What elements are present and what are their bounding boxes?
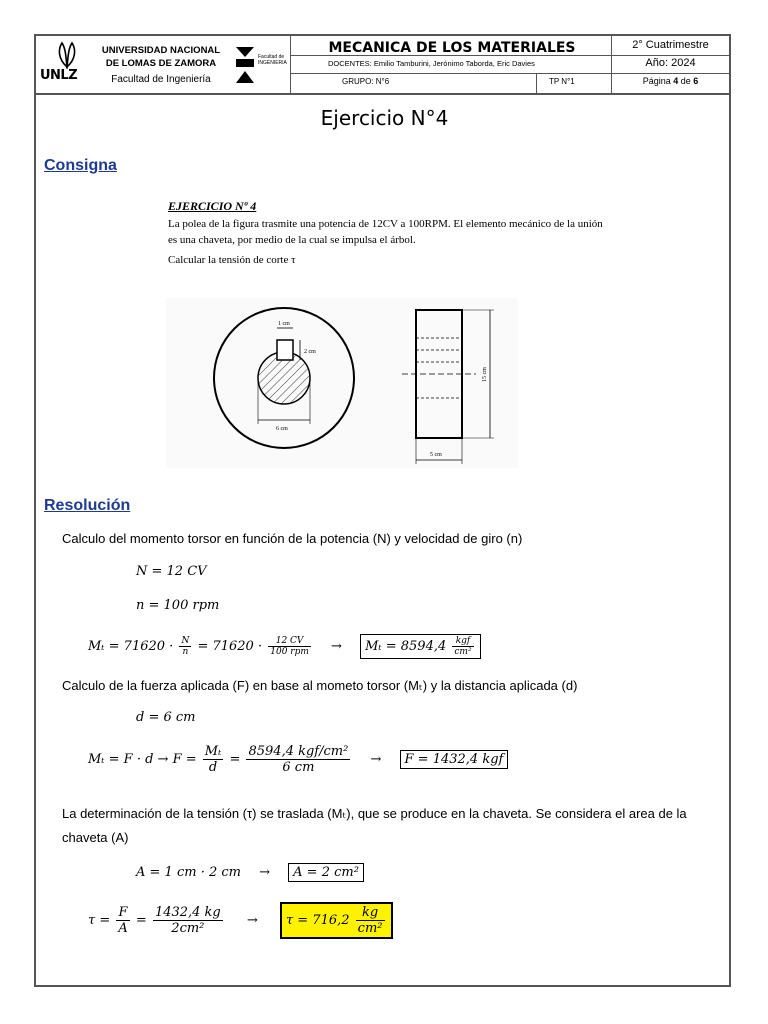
unlz-leaf-icon xyxy=(52,41,82,69)
eq-shear-stress: τ = $\frac{F}{A}$ = $\frac{1432,4 kg}{\text{2cm²}}$ → τ = 716,2 $\frac{kg}{\text{cm²}}$ xyxy=(88,902,393,939)
tp-label: TP N°1 xyxy=(549,77,575,86)
page-header xyxy=(36,36,729,95)
eq-force: Mₜ = F · d → F = $\frac{\text{Mₜ}}{d}$ = $\frac{\text{8594,4 kgf/cm²}}{6 cm}$ → F = 1432,4 kgf xyxy=(88,744,508,775)
area-result: A = 2 cm² xyxy=(288,863,364,882)
torque-result: Mₜ = 8594,4 $\frac{\text{kgf}}{\text{cm²}}$ xyxy=(360,634,481,659)
pulley-figure xyxy=(166,298,518,468)
pulley-diagram xyxy=(166,298,518,468)
cuatrimestre-label: 2° Cuatrimestre xyxy=(632,39,709,51)
paragraph-2: Calculo de la fuerza aplicada (F) en base al mometo torsor (Mₜ) y la distancia aplicada (d) xyxy=(62,678,578,693)
eq-speed: n = 100 rpm xyxy=(136,598,220,613)
grupo-label: GRUPO: N°6 xyxy=(342,77,390,86)
paragraph-1: Calculo del momento torsor en función de la potencia (N) y velocidad de giro (n) xyxy=(62,531,523,546)
unlz-logo-text: UNLZ xyxy=(40,68,78,83)
exercise-statement xyxy=(168,198,608,268)
exercise-title: Ejercicio N°4 xyxy=(320,106,449,130)
shaft-diameter-label: 6 cm xyxy=(276,426,288,432)
exercise-question: Calcular la tensión de corte τ xyxy=(168,254,296,266)
page-number: Página 4 de 6 xyxy=(642,76,699,86)
faculty-logo-icon xyxy=(234,45,256,85)
docentes-line: DOCENTES: Emilio Tamburini, Jerónimo Taborda, Eric Davies xyxy=(328,59,535,68)
page-frame xyxy=(34,34,731,987)
force-result: F = 1432,4 kgf xyxy=(400,750,509,769)
faculty-name: Facultad de Ingeniería xyxy=(111,74,211,85)
exercise-statement-title: EJERCICIO Nº 4 xyxy=(168,199,257,213)
key-rect xyxy=(277,340,293,360)
year-label: Año: 2024 xyxy=(645,57,696,69)
exercise-statement-text: La polea de la figura trasmite una potencia de 12CV a 100RPM. El elemento mecánico de la unión es una chaveta, por medio de la cual se impulsa el árbol. xyxy=(168,218,603,246)
eq-torque: Mₜ = 71620 · $\frac{N}{n}$ = 71620 · $\frac{12 CV}{\text{100 rpm}}$ → Mₜ = 8594,4 $\frac{\text{kgf}}{\text{cm²}}$ xyxy=(88,634,481,659)
eq-power: N = 12 CV xyxy=(136,564,207,579)
paragraph-3: La determinación de la tensión (τ) se traslada (Mₜ), que se produce en la chaveta. Se considera el area de la chaveta (A) xyxy=(62,806,687,845)
consigna-heading: Consigna xyxy=(44,157,117,174)
shear-stress-result: τ = 716,2 $\frac{kg}{\text{cm²}}$ xyxy=(280,902,393,939)
university-name: UNIVERSIDAD NACIONAL DE LOMAS DE ZAMORA xyxy=(101,45,221,69)
pulley-width-label: 5 cm xyxy=(430,452,442,458)
faculty-logo-text: Facultad de INGENIERIA xyxy=(258,54,287,66)
resolucion-heading: Resolución xyxy=(44,497,131,514)
eq-area: A = 1 cm · 2 cm → A = 2 cm² xyxy=(136,863,364,882)
key-width-label: 1 cm xyxy=(278,321,290,327)
pulley-height-label: 15 cm xyxy=(482,367,488,382)
course-title: MECANICA DE LOS MATERIALES xyxy=(328,40,576,56)
eq-distance: d = 6 cm xyxy=(136,710,196,725)
key-height-label: 2 cm xyxy=(304,349,316,355)
